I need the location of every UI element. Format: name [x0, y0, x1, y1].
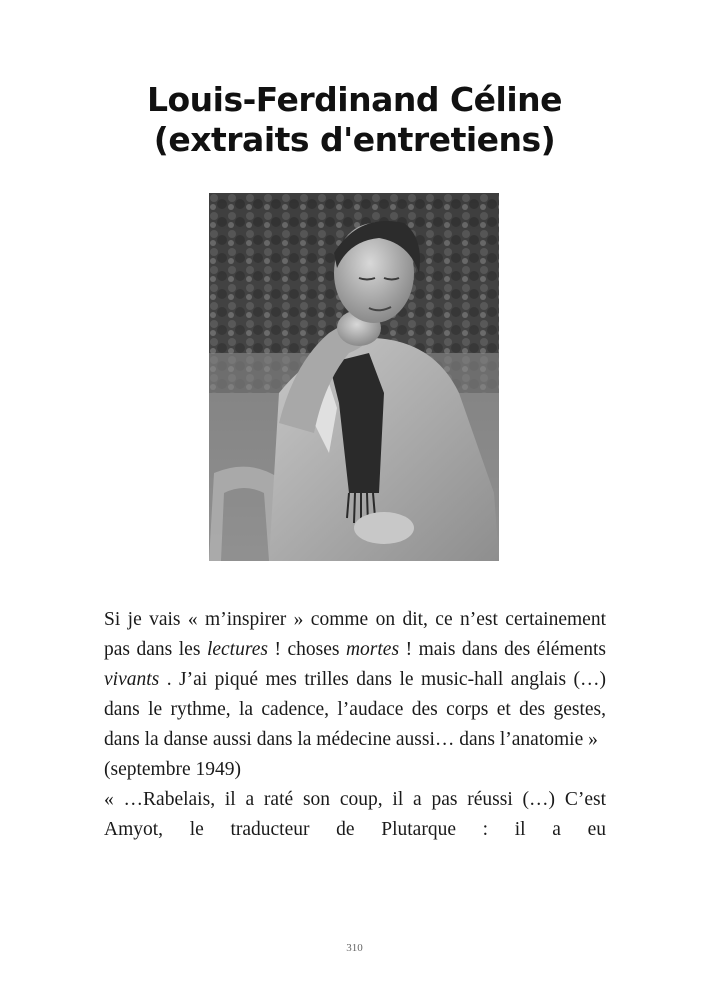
title-line-1: Louis-Ferdinand Céline: [146, 80, 563, 119]
page-number: 310: [346, 942, 363, 954]
portrait-photo: [209, 193, 499, 561]
title-line-2: (extraits d'entretiens): [153, 120, 556, 159]
quote-paragraph-1: Si je vais « m’inspirer » comme on dit, ce n’est certainement pas dans les lectures ! choses mortes ! mais dans des éléments vivants . J’ai piqué mes trilles dans le music-hall anglais (…) dans le rythme, la cadence, l’audace des corps et des gestes, dans la danse aussi dans la médecine aussi… dans l’anatomie »: [104, 609, 606, 750]
portrait-illustration: [209, 193, 499, 561]
body-text: [104, 605, 606, 845]
emphasis-lectures: lectures: [206, 639, 268, 660]
emphasis-mortes: mortes: [345, 639, 400, 660]
quote-date: (septembre 1949): [104, 759, 241, 780]
page-title: [0, 80, 709, 160]
quote-paragraph-2: « …Rabelais, il a raté son coup, il a pas réussi (…) C’est Amyot, le traducteur de Plutarque : il a eu: [104, 789, 606, 840]
emphasis-vivants: vivants: [104, 669, 160, 690]
